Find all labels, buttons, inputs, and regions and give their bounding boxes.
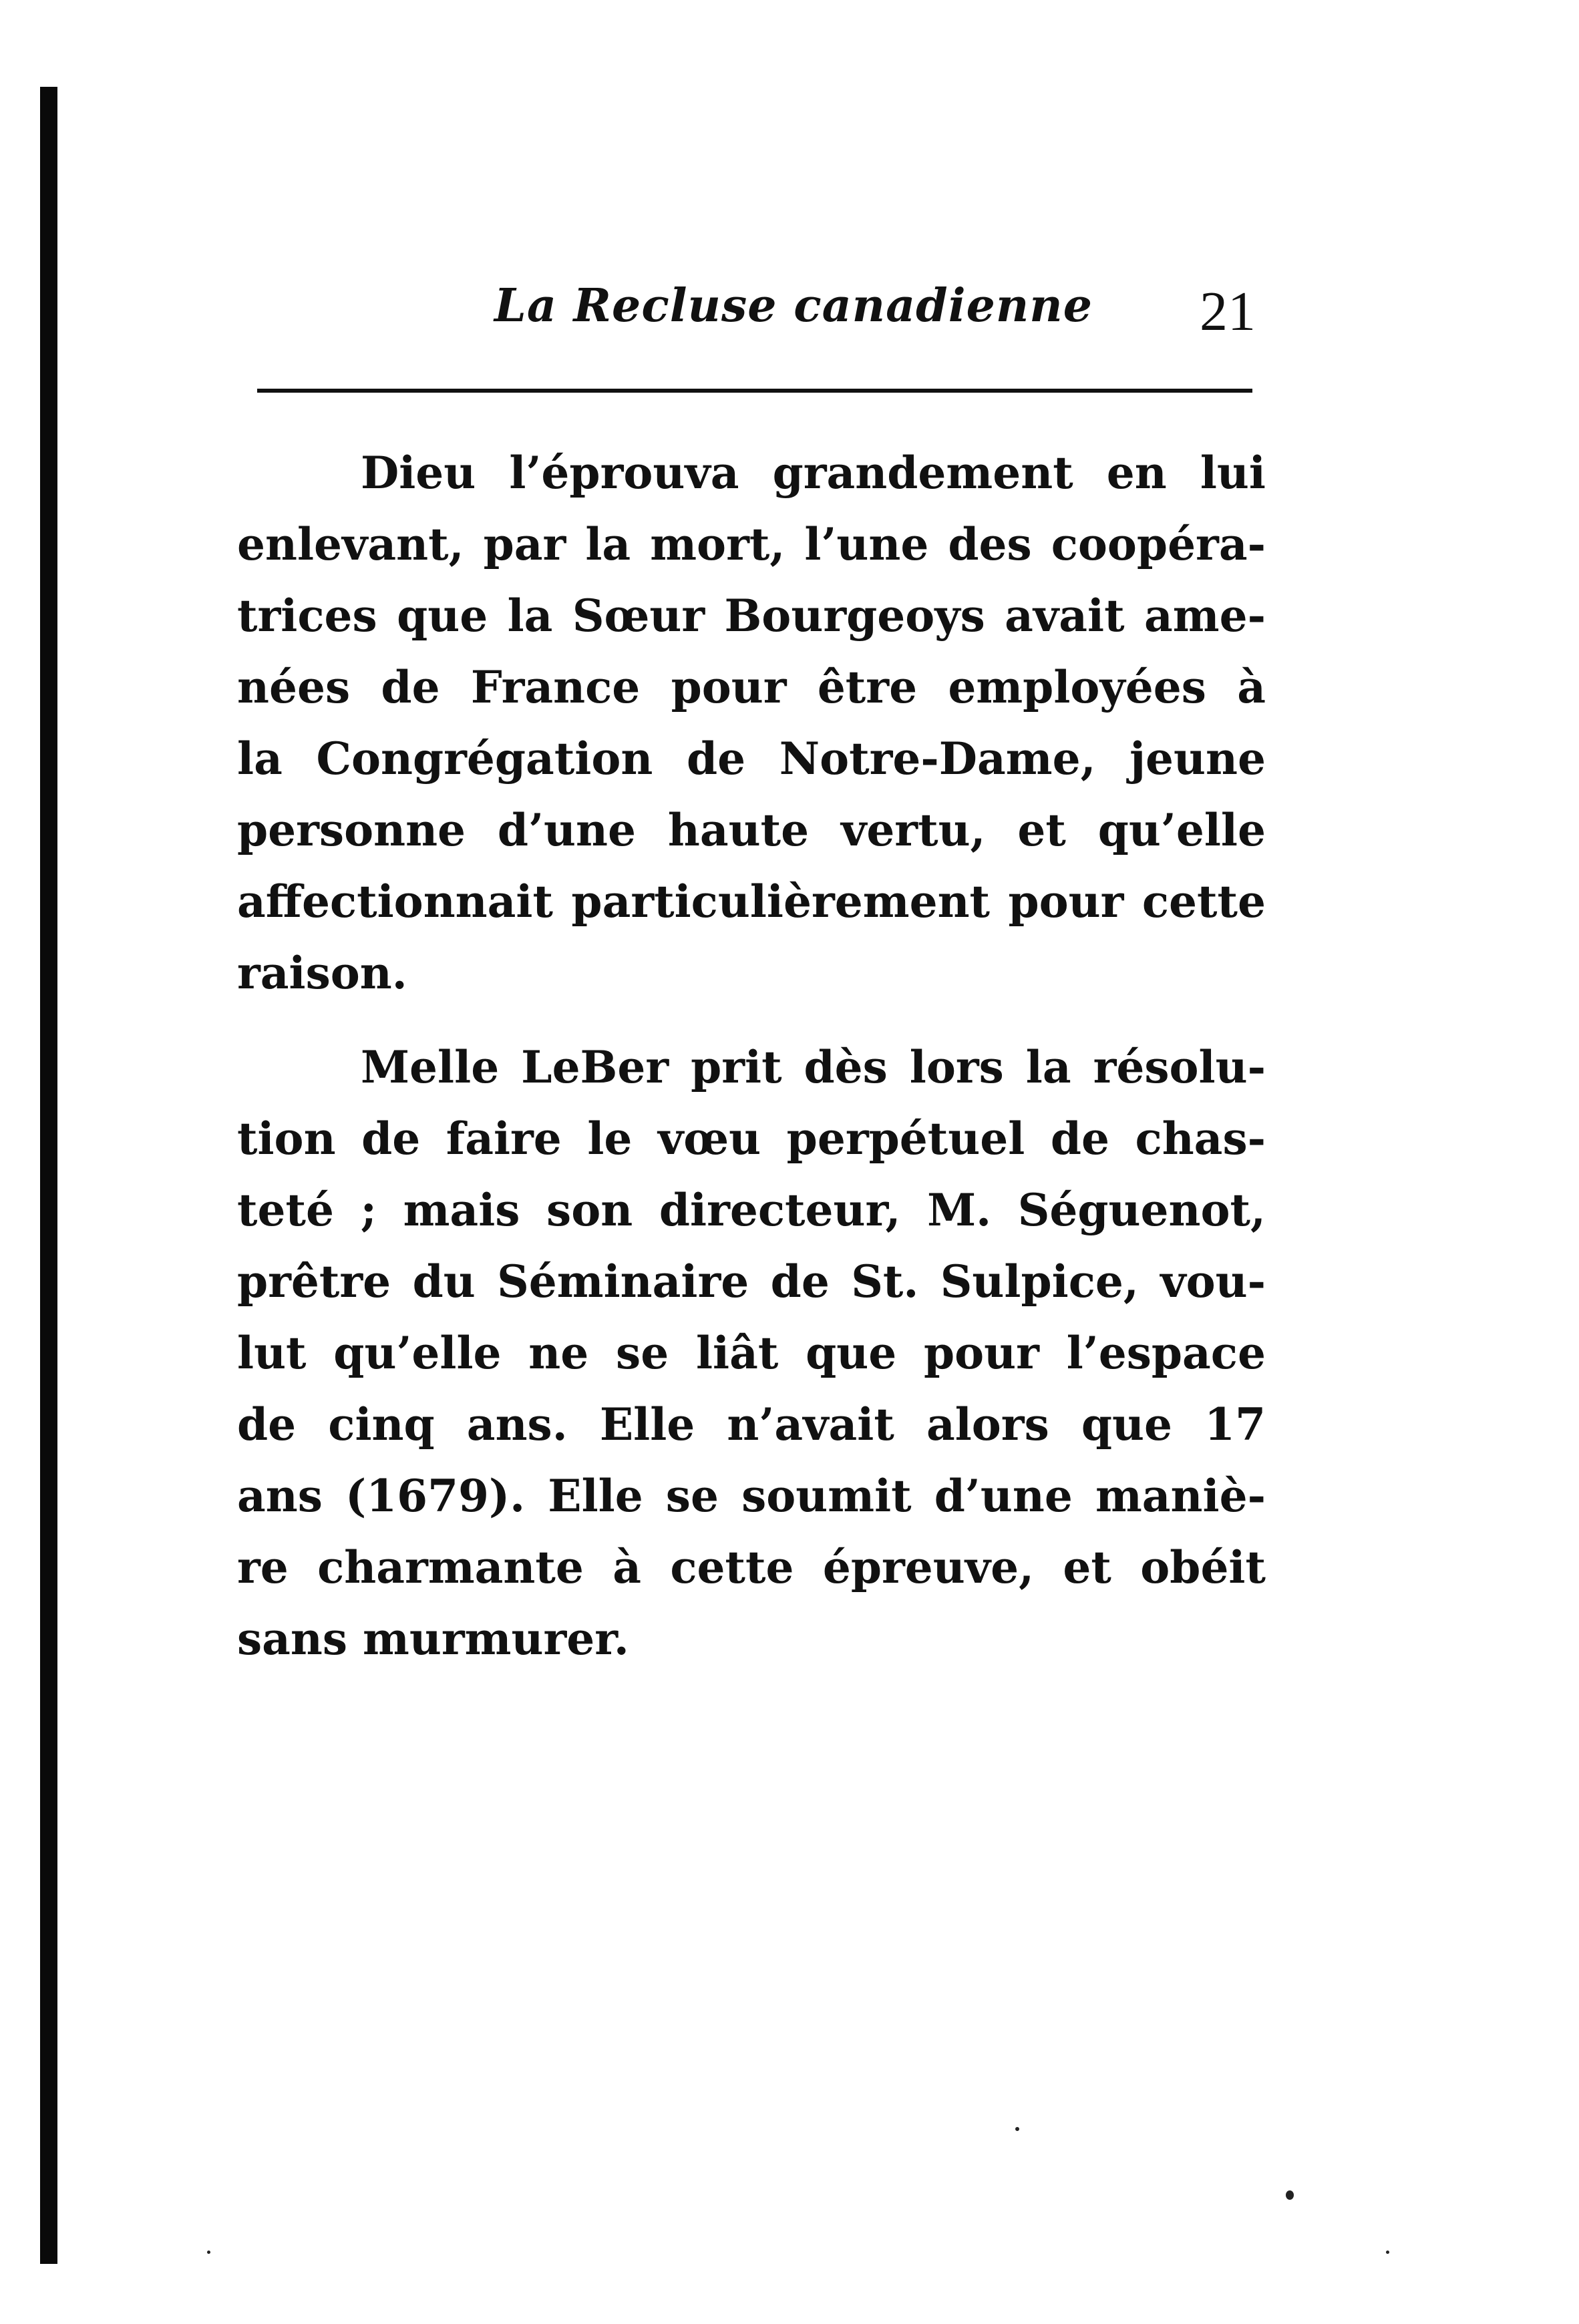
text-line: affectionnait particulièrement pour cette <box>237 876 1266 928</box>
text-line: personne d’une haute vertu, et qu’elle <box>237 804 1266 856</box>
text-line: trices que la Sœur Bourgeoys avait ame- <box>237 590 1266 642</box>
text-line: de cinq ans. Elle n’avait alors que 17 <box>237 1398 1266 1450</box>
text-line: enlevant, par la mort, l’une des coopéra- <box>237 518 1266 570</box>
ink-speck <box>1286 2190 1294 2200</box>
text-line: raison. <box>237 947 407 999</box>
page-number: 21 <box>1200 280 1256 343</box>
text-line: lut qu’elle ne se liât que pour l’espace <box>237 1327 1266 1379</box>
ink-speck <box>1015 2127 1019 2131</box>
text-line: Dieu l’éprouva grandement en lui <box>361 447 1266 499</box>
header-rule <box>257 389 1252 393</box>
text-line: ans (1679). Elle se soumit d’une maniè- <box>237 1470 1266 1522</box>
ink-speck <box>207 2251 210 2254</box>
text-line: la Congrégation de Notre-Dame, jeune <box>237 733 1266 785</box>
binding-shadow <box>40 87 57 2264</box>
text-line: teté ; mais son directeur, M. Séguenot, <box>237 1184 1266 1236</box>
text-line: sans murmurer. <box>237 1613 629 1665</box>
text-line: re charmante à cette épreuve, et obéit <box>237 1541 1266 1593</box>
text-line: tion de faire le vœu perpétuel de chas- <box>237 1113 1266 1165</box>
paragraph-1 <box>237 437 1266 1009</box>
paragraph-2 <box>237 1032 1266 1675</box>
text-line: nées de France pour être employées à <box>237 661 1266 713</box>
running-title: La Recluse canadienne <box>494 279 1093 333</box>
text-line: Melle LeBer prit dès lors la résolu- <box>361 1041 1266 1093</box>
text-line: prêtre du Séminaire de St. Sulpice, vou- <box>237 1255 1266 1308</box>
ink-speck <box>1386 2251 1389 2254</box>
